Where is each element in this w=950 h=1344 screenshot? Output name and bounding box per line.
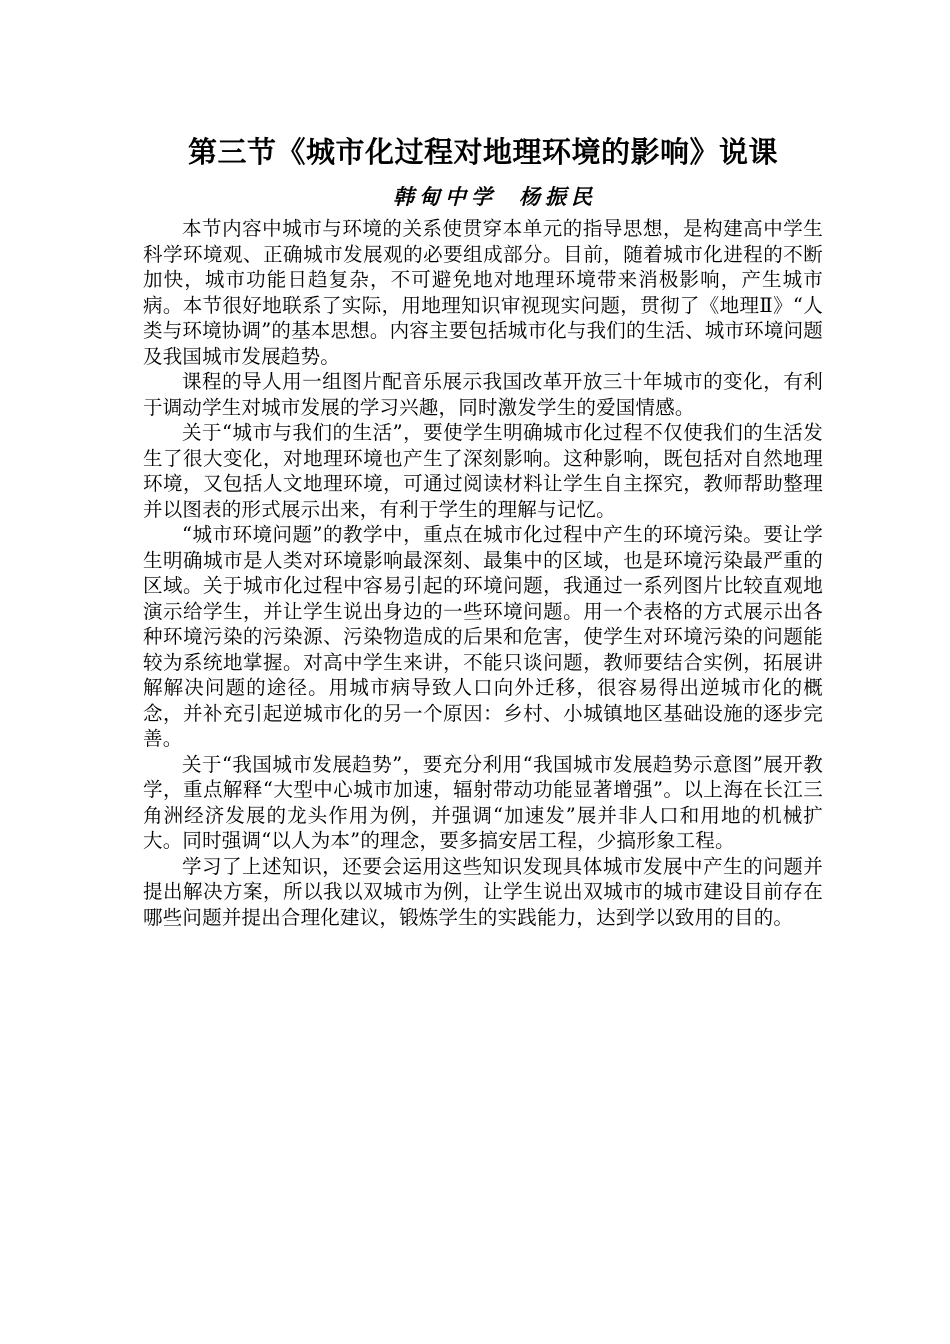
paragraph-lesson-opening: 课程的导人用一组图片配音乐展示我国改革开放三十年城市的变化，有利于调动学生对城市发展的学习兴趣，同时激发学生的爱国情感。 — [143, 370, 823, 419]
document-title: 第三节《城市化过程对地理环境的影响》说课 — [187, 135, 778, 169]
document-page — [143, 128, 823, 930]
paragraph-application: 学习了上述知识，还要会运用这些知识发现具体城市发展中产生的问题并提出解决方案，所以我以双城市为例，让学生说出双城市的城市建设目前存在哪些问题并提出合理化建议，锻炼学生的实践能力，达到学以致用的目的。 — [143, 854, 823, 929]
paragraph-development-trends: 关于“我国城市发展趋势”，要充分利用“我国城市发展趋势示意图”展开教学，重点解释“大型中心城市加速，辐射带动功能显著增强”。以上海在长江三角洲经济发展的龙头作用为例，并强调“加速发”展并非人口和用地的机械扩大。同时强调“以人为本”的理念，要多搞安居工程，少搞形象工程。 — [143, 752, 823, 852]
author-name: 杨振民 — [519, 184, 597, 209]
author-school: 韩甸中学 — [393, 184, 497, 209]
paragraph-environment-problems: “城市环境问题”的教学中，重点在城市化过程中产生的环境污染。要让学生明确城市是人类对环境影响最深刻、最集中的区域，也是环境污染最严重的区域。关于城市化过程中容易引起的环境问题，我通过一系列图片比较直观地演示给学生，并让学生说出身边的一些环境问题。用一个表格的方式展示出各种环境污染的污染源、污染物造成的后果和危害，使学生对环境污染的问题能较为系统地掌握。对高中学生来讲，不能只谈问题，教师要结合实例，拓展讲解解决问题的途径。用城市病导致人口向外迁移，很容易得出逆城市化的概念，并补充引起逆城市化的另一个原因：乡村、小城镇地区基础设施的逐步完善。 — [143, 523, 823, 750]
paragraph-city-and-life: 关于“城市与我们的生活”，要使学生明确城市化过程不仅使我们的生活发生了很大变化，对地理环境也产生了深刻影响。这种影响，既包括对自然地理环境，又包括人文地理环境，可通过阅读材料让学生自主探究，教师帮助整理并以图表的形式展示出来，有利于学生的理解与记忆。 — [143, 421, 823, 521]
author-byline — [167, 182, 823, 212]
paragraph-intro: 本节内容中城市与环境的关系使贯穿本单元的指导思想，是构建高中学生科学环境观、正确城市发展观的必要组成部分。目前，随着城市化进程的不断加快，城市功能日趋复杂，不可避免地对地理环境带来消极影响，产生城市病。本节很好地联系了实际，用地理知识审视现实问题，贯彻了《地理Ⅱ》“人类与环境协调”的基本思想。内容主要包括城市化与我们的生活、城市环境问题及我国城市发展趋势。 — [143, 217, 823, 368]
document-body — [143, 216, 823, 930]
